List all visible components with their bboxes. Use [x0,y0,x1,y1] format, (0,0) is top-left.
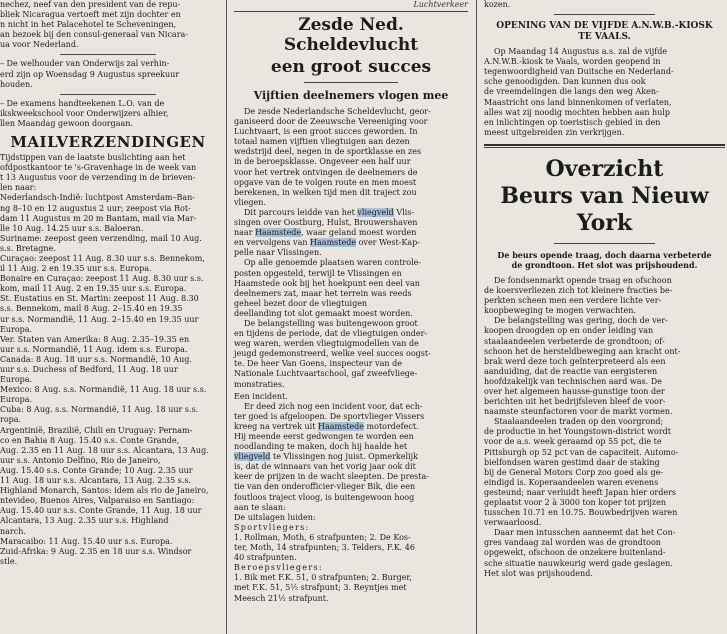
text-line: de koersverliezen zich tot kleinere fracties be- [484,286,673,296]
article-headline: Overzicht [545,155,664,182]
text-line: dam 11 Augustus m 20 m Bantam, mail via Mar- [0,213,197,223]
divider [484,147,725,148]
text-run: , waar geland moest worden [301,228,417,238]
text-line: Haamstede ook bij het hoekpunt een deel van [234,278,420,288]
text-line: A.N.W.B.-kiosk te Vaals, worden geopend in [484,57,661,67]
text-run: over West-Kap- [356,238,420,248]
divider [304,82,398,83]
text-line: 1. Rollman, Moth, 6 strafpunten; 2. De Kos- [234,532,411,542]
text-line: Luchtvaart, is een groot succes geworden. In [234,127,418,137]
column-rule [476,0,477,634]
text-line: de productie in het Youngstown-district wordt [484,427,671,437]
text-line: Staalaandeelen traden op den voorgrond; [494,417,664,427]
article-paragraph [234,319,468,390]
divider [484,144,725,146]
text-line: Aug. 15.40 s.s. Conte Grande; 10 Aug. 2.35 uur [0,465,193,475]
text-line: ter goed is afgeloopen. De sportvlieger Vissers [234,411,425,421]
text-line: bielfondsen waren gestimd daar de staking [484,457,660,467]
text-line: Ver. Staten van Amerika: 8 Aug. 2.35–19.35 en [0,334,190,344]
text-line: gres vandaag zal worden was de grondtoon [484,538,661,548]
text-line: koopbeweging te mogen verwachten. [484,306,636,316]
headline-line: OPENING VAN DE VIJFDE A.N.W.B.-KIOSK [496,21,713,32]
section-caption: Luchtverkeer [413,0,468,9]
text-line: De zesde Nederlandsche Scheldevlucht, geor- [244,107,431,116]
text-line: houden. [0,79,33,89]
text-line: te. De heer Van Goens, inspecteur van de [234,359,402,369]
text-line: perkten scheen men een verdere lichte ver- [484,296,662,306]
text-line: noodlanding te maken, doch hij haalde het [234,442,408,452]
text-line: deelnemers zat, maar het terrein was reeds [234,288,412,298]
column-left [0,0,222,634]
column-rule [226,0,227,634]
text-line: Alcantara, 13 Aug. 2.35 uur s.s. Highland [0,516,169,526]
text-line: verwaarloosd. [484,518,542,528]
text-line: opgave van de te volgen route en men moest [234,177,417,187]
text-line: ropa. [0,415,22,425]
text-line: 1. Bik met F.K. 51, 0 strafpunten; 2. Burger, [234,573,412,583]
text-line: Zuid-Afrika: 9 Aug. 2.35 en 18 uur s.s. Windsor [0,546,192,556]
text-line: Cuba: 8 Aug. s.s. Normandië, 11 Aug. 18 uur s.s. [0,405,199,415]
text-line: Maracaibo: 11 Aug. 15.40 uur s.s. Europa. [0,536,173,546]
text-line: Meesch 21½ strafpunt. [234,593,329,603]
text-line [234,228,468,238]
text-run: Vlis- [393,207,415,217]
text-line: Europa. [0,324,33,334]
text-line: ganiseerd door de Zeeuwsche Vereeniging voor [234,117,428,127]
text-line [234,238,468,248]
text-line: bij de General Motors Corp zoo goed als ge- [484,467,664,477]
text-line: geplaatst voor 2 à 3000 ton koper tot prijzen [484,498,667,507]
wethouder-notice [0,59,216,89]
column-middle [230,0,472,634]
article-paragraph [484,528,725,578]
text-line: nechez, neef van den president van de repu- [0,0,181,9]
divider [554,243,655,244]
text-line: – De examens handteekenen L.O. van de [0,98,165,108]
column-right [480,0,727,634]
text-line: geheel bezet door de vliegtuigen [234,298,368,308]
highlighted-term: vliegveld [234,452,271,462]
divider [234,11,468,12]
text-line: pelle naar Vlissingen. [234,248,322,258]
text-line: bliek Nicaragua vertoeft met zijn dochter en [0,10,181,20]
text-line: lle 10 Aug. 14.25 uur s.s. Baloeran. [0,223,144,233]
text-line: narch. [0,526,26,536]
text-line: berekenen, in welken tijd men dit traject zou [234,187,417,197]
text-line: Highland Monarch, Santos: idem als rio de Janeiro, [0,486,209,496]
text-line: Bonaire en Curaçao: zeepost 11 Aug. 8.30 uur s.s. [0,274,204,284]
text-line: alles wat zij noodig mochten hebben aan hulp [484,107,671,117]
text-line: Argentinië, Brazilië, Chili en Uruguay: Pernam- [0,425,193,435]
text-line: ur s.s. Normandië, 11 Aug. 2–15.40 en 19.35 uur [0,314,199,324]
results-heading: De uitslagen luiden: [234,512,316,522]
incident-heading: Een incident. [234,391,288,401]
article-headline: een groot succes [270,57,432,77]
text-line: Op alle genoemde plaatsen waren controle- [244,258,422,268]
text-run: kreeg na vertrek uit [234,421,318,431]
text-line: kozen. [484,0,511,9]
text-line: is, dat de winnaars van het vorig jaar ook dit [234,462,416,472]
text-line: Nationale Luchtvaartschool, gaf zweefvliege- [234,369,418,379]
text-line: Hij meende eerst gedwongen te worden een [234,432,414,441]
text-line: an bezoek bij den consul-generaal van Nicara- [0,30,188,40]
text-line: De belangstelling was gering, doch de ver- [494,316,668,326]
text-line: len naar: [0,183,37,193]
article-paragraph [484,47,725,138]
divider [60,94,156,95]
text-line: uur s.s. Duchess of Bedford, 11 Aug. 18 uur [0,365,178,374]
text-line: weg waren, werden vliegtuigmodellen van de [234,339,419,349]
text-line: 11 Aug. 18 uur s.s. Alcantara, 13 Aug. 2.35 s.s. [0,476,192,486]
article-paragraph [484,417,725,528]
text-line: en inlichtingen op toeristisch gebied in den [484,117,661,127]
text-line: Pittsburgh op 52 pct van de capaciteit. Automo- [484,447,679,457]
article-paragraph [234,107,468,208]
text-line: ikskweekschool voor Onderwijzers alhier, [0,108,169,118]
exam-notice [0,99,216,129]
text-line: met F.K. 51, 5½ strafpunt; 3. Reyntjes met [234,583,407,593]
text-line: foutloos traject vloog, is buitengewoon hoog [234,492,415,502]
text-line: hoofdzakelijk van technischen aard was. De [484,376,662,386]
article-lead: De beurs opende traag, doch daarna verbeterde de grondtoon. Het slot was prijshoudend. [497,249,712,270]
text-line: ng 8–10 en 12 augustus 2 uur; zeepost via Rot- [0,203,191,213]
article-headline [484,21,725,43]
text-line: tusschen 10.71 en 10.75. Bouwbedrijven waren [484,508,678,518]
text-line: wedstrijd deel, negen in de sportklasse en zes [234,147,422,157]
text-line: Er deed zich nog een incident voor, dat ech- [244,401,423,411]
text-line: opgewekt, ofschoon de onzekere buitenland- [484,548,666,558]
text-line: uur s.s. Normandië, 11 Aug. idem s.s. Europa. [0,344,188,354]
text-line: brak werd deze toch geïnterpreteerd als een [484,356,666,366]
text-line: Aug. 15.40 uur s.s. Conte Grande, 11 Aug. 18 uur [0,506,202,516]
text-line: Het slot was prijshoudend. [484,568,593,578]
mail-schedule [0,153,216,567]
text-line: n nicht in het Palacehotel te Scheveningen, [0,20,177,30]
text-line: meest uitgebreiden zin verkrijgen. [484,127,625,137]
text-line: Op Maandag 14 Augustus a.s. zal de vijfde [494,47,668,57]
intro-paragraph [0,0,216,50]
headline-line: TE VAALS. [578,32,631,43]
text-line: Maastricht ons land binnenkomen of verlaten, [484,97,672,107]
text-line: singen over Oostburg, Hulst, Brouwershaven [234,218,418,228]
text-line: ntevideo, Buenos Aires, Valparaiso en Santiago: [0,496,195,506]
article-headline: Zesde Ned. Scheldevlucht [283,15,419,55]
text-run: en vervolgens van [234,238,311,248]
text-line: in de beroepsklasse. Ongeveer een half uur [234,157,411,167]
text-line [234,452,468,462]
text-line: eindigd is. Koperaandeelen waren evenens [484,477,659,487]
divider [60,54,156,55]
text-line: monstraties. [234,379,285,389]
text-line: keer de prijzen in de wacht sleepten. De presta- [234,472,429,482]
text-line: uur s.s. Antonio Delfino, Rio de Janeiro, [0,455,161,465]
highlighted-term: Haamstede [310,238,357,248]
text-line: de vreemdelingen die langs den weg Aken- [484,87,659,97]
text-line [234,422,468,432]
text-line: Europa. [0,395,33,405]
text-line: stle. [0,556,18,566]
text-line: t 13 Augustus voor de verzending in de brieven- [0,173,196,183]
text-line: co en Bahia 8 Aug. 15.40 s.s. Conte Grande, [0,435,180,445]
text-line: en tijdens de periode, dat de vliegtuigen onder- [234,329,428,339]
text-run: Dit parcours leidde van het [244,207,358,217]
article-paragraph [484,316,725,417]
text-line: Tijdstippen van de laatste buslichting aan het [0,153,186,163]
text-line: llen Maandag gewoon doorgaan. [0,118,133,128]
text-line: totaal namen vijftien vliegtuigen aan dezen [234,137,410,147]
text-run: te Vlissingen nog juist. Opmerkelijk [270,452,418,462]
text-line: posten opgesteld, terwijl te Vlissingen en [234,268,402,278]
article-headline: Beurs van Nieuw York [500,182,709,236]
results-subheading: Beroepsvliegers: [234,563,323,573]
text-line: Daar men intusschen aanneemt dat het Con- [494,528,676,538]
text-line: 40 strafpunten. [234,553,297,563]
text-line: berichten uit het bedrijfsleven bleef de voor- [484,397,666,407]
text-line: tie van den onderofficier-vlieger Bik, die een [234,482,416,492]
text-line: deellanding tot slot gemaakt moest worden. [234,308,413,318]
text-line: vliegen. [234,197,266,207]
highlighted-term: vliegveld [357,207,394,217]
text-line: kom, mail 11 Aug. 2 en 19.35 uur s.s. Europa. [0,284,187,294]
highlighted-term: Haamstede [255,228,302,238]
text-line: tegenwoordigheid van Duitsche en Nederland- [484,67,674,77]
article-paragraph [484,276,725,316]
text-line: naamste steunfactoren voor de markt vormen. [484,407,673,417]
text-line: sche situatie nauwkeurig werd gade geslagen. [484,558,673,568]
text-line: ter, Moth, 14 strafpunten; 3. Telders, F.K. 46 [234,543,415,553]
text-line: aan te slaan: [234,502,286,512]
text-line: voor de a.s. week geraamd op 55 pct, die te [484,437,662,447]
article-paragraph [234,258,468,319]
text-line: il 11 Aug. 2 en 19.35 uur s.s. Europa. [0,264,152,274]
text-line: gesteund; naar verluidt heeft Japan hier orders [484,487,676,497]
text-line: ua voor Nederland. [0,40,79,50]
text-line: Curaçao: zeepost 11 Aug. 8.30 uur s.s. Bennekom, [0,253,205,263]
text-line: Nederlandsch-Indië: luchtpost Amsterdam–Ban- [0,193,196,203]
text-line: Suriname: zeepost geen verzending, mail 10 Aug. [0,233,202,243]
article-paragraph [234,402,468,513]
text-line: Canada: 8 Aug. 18 uur s.s. Normandië, 10 Aug. [0,354,192,364]
text-line [234,208,468,218]
text-line: Mexico: 8 Aug. s.s. Normandië, 11 Aug. 18 uur s.s. [0,385,207,395]
text-line: s.s. Bennekom, mail 8 Aug. 2–15.40 en 19.35 [0,304,183,314]
text-line: De belangstelling was buitengewoon groot [244,318,418,328]
text-line: Europa. [0,375,33,385]
mail-section-title: MAILVERZENDINGEN [10,133,206,152]
text-line: koopen droogden op en onder leiding van [484,326,654,336]
text-line: sche genoodigden. Dan kunnen dus ook [484,77,646,87]
highlighted-term: Haamstede [317,421,364,431]
text-line: staalaandeelen verbeterde de grondtoon; of- [484,336,665,346]
text-run: motordefect. [364,421,419,431]
divider [554,14,655,15]
text-line: voor het vertrek ontvingen de deelnemers de [234,167,418,177]
text-line: Aug. 2.35 en 11 Aug. 18 uur s.s. Alcantara, 13 Aug. [0,445,209,455]
text-run: naar [234,228,256,238]
text-line: ofdpostkantoor te 's-Gravenhage in de week van [0,163,197,173]
text-line: jeugd gedemonstreerd, welke veel succes oogst- [234,349,431,359]
text-line: schoon het de hersteldbeweging aan kracht ont- [484,346,681,356]
text-line: erd zijn op Woensdag 9 Augustus spreekuur [0,69,180,79]
text-line: St. Eustatius en St. Martin: zeepost 11 Aug. 8.30 [0,294,199,304]
text-line: – De welhouder van Onderwijs zal verhin- [0,59,170,69]
results-subheading: Sportvliegers: [234,522,310,532]
text-line: s.s. Bretagne. [0,243,56,253]
text-line: aanduiding, dat de reactie van eergisteren [484,366,658,376]
text-line: over het algemeen hausse-gunstige toon der [484,386,665,396]
text-line: De fondsenmarkt opende traag en ofschoon [494,275,672,285]
article-subheadline: Vijftien deelnemers vlogen mee [253,89,449,102]
article-paragraph [234,208,468,258]
